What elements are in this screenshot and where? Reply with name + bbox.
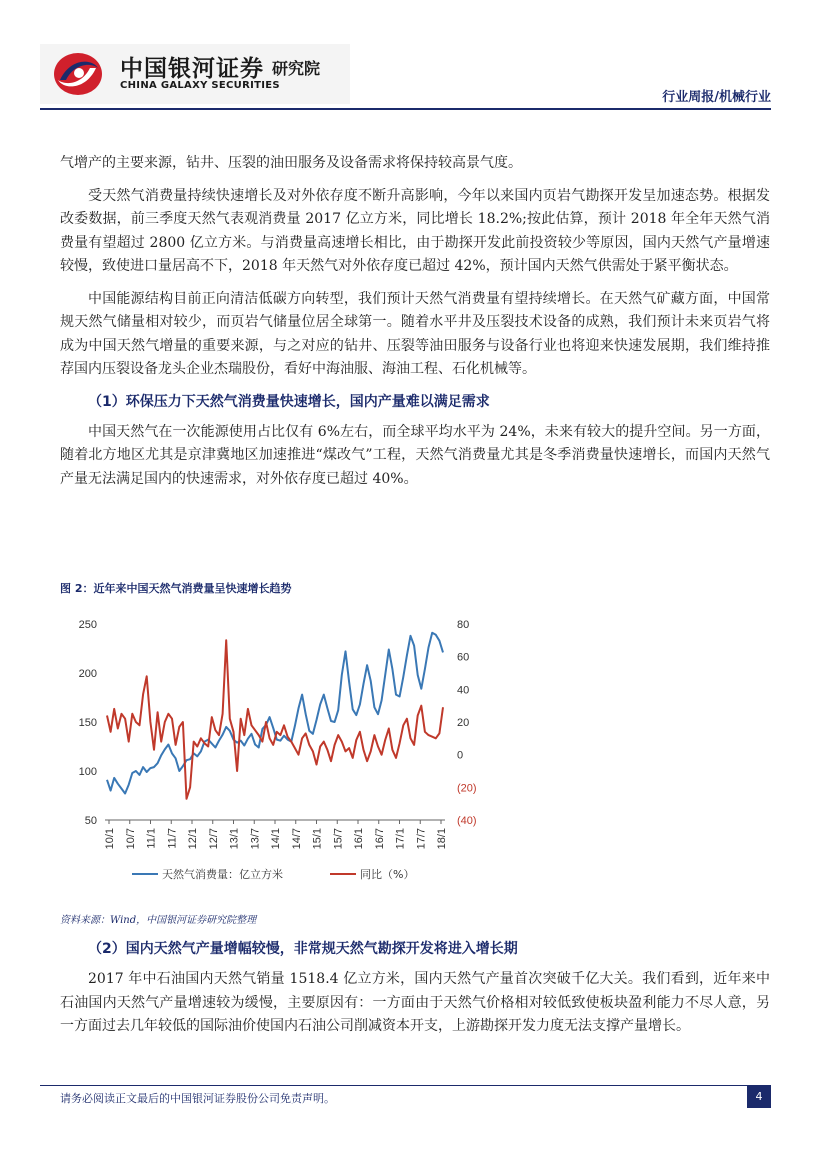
legend-label-yoy: 同比（%） [360, 868, 415, 881]
y-right-tick-label: 80 [457, 619, 470, 631]
paragraph-3: 中国能源结构目前正向清洁低碳方向转型，我们预计天然气消费量有望持续增长。在天然气矿藏方面，中国常规天然气储量相对较少，而页岩气储量位居全球第一。随着水平井及压裂技术设备的成熟，我们预计未来页岩气将成为中国天然气增量的重要来源，与之对应的钻井、压裂等油田服务与设备行业也将迎来快速发展期，我们维持推荐国内压裂设备龙头企业杰瑞股份，看好中海油服、海油工程、石化机械等。 [60, 290, 770, 377]
footer-divider [40, 1085, 771, 1086]
paragraph-1: 气增产的主要来源，钻井、压裂的油田服务及设备需求将保持较高景气度。 [60, 155, 522, 171]
x-tick-label: 15/1 [311, 828, 324, 850]
x-tick-label: 13/7 [249, 828, 262, 850]
page-number: 4 [747, 1086, 771, 1108]
x-tick-label: 10/7 [124, 828, 137, 850]
x-tick-label: 12/7 [207, 828, 220, 850]
x-tick-label: 17/7 [415, 828, 428, 850]
logo-suffix: 研究院 [272, 59, 321, 78]
y-left-tick-label: 100 [78, 766, 97, 778]
x-tick-label: 11/7 [166, 828, 179, 849]
gas-consumption-chart [60, 612, 477, 892]
heading-2-number: （2） [88, 941, 126, 957]
paragraph-4: 中国天然气在一次能源使用占比仅有 6%左右，而全球平均水平为 24%，未来有较大的提升空间。另一方面，随着北方地区尤其是京津冀地区加速推进“煤改气”工程，天然气消费量尤其是冬季消费量快速增长，而国内天然气产量无法满足国内的快速需求，对外依存度已超过 40%。 [60, 423, 770, 487]
y-right-tick-label: 60 [457, 651, 470, 664]
x-tick-label: 15/7 [332, 828, 345, 850]
series-line-yoy [107, 640, 443, 799]
legend-label-consumption: 天然气消费量：亿立方米 [162, 868, 283, 881]
y-right-tick-label: 40 [457, 684, 470, 697]
x-tick-label: 14/7 [290, 828, 303, 850]
header-divider [40, 108, 771, 110]
x-tick-label: 17/1 [394, 828, 407, 850]
body-upper [60, 152, 770, 500]
y-left-tick-label: 50 [84, 815, 97, 827]
y-right-tick-label: 0 [457, 749, 464, 762]
heading-2-text: 国内天然气产量增幅较慢，非常规天然气勘探开发将进入增长期 [125, 941, 518, 957]
y-left-tick-label: 250 [78, 619, 97, 631]
x-tick-label: 12/1 [187, 828, 199, 850]
paragraph-5: 2017 年中石油国内天然气销量 1518.4 亿立方米，国内天然气产量首次突破千亿大关。我们看到，近年来中石油国内天然气产量增速较为缓慢，主要原因有：一方面由于天然气价格相对较低致使板块盈利能力不尽人意，另一方面过去几年较低的国际油价使国内石油公司削减资本开支，上游勘探开发力度无法支撑产量增长。 [60, 971, 770, 1034]
galaxy-logo-icon [52, 50, 104, 98]
figure-title: 图 2：近年来中国天然气消费量呈快速增长趋势 [60, 582, 292, 595]
company-logo [40, 44, 350, 104]
heading-1-text: 环保压力下天然气消费量快速增长，国内产量难以满足需求 [125, 393, 490, 410]
heading-1-number: （1） [88, 393, 126, 410]
logo-chinese-name: 中国银河证券 [120, 56, 264, 82]
x-tick-label: 16/7 [373, 828, 386, 850]
body-lower [60, 936, 770, 1048]
x-tick-label: 13/1 [228, 828, 241, 850]
x-tick-label: 16/1 [353, 828, 365, 850]
paragraph-2: 受天然气消费量持续快速增长及对外依存度不断升高影响，今年以来国内页岩气勘探开发呈加速态势。根据发改委数据，前三季度天然气表观消费量 2017 亿立方米，同比增长 18.2%;按此估算，预计 2018 年全年天然气消费量有望超过 2800 亿立方米。与消费量高速增长相比，由于勘探开发此前投资较少等原因，国内天然气产量增速较慢，致使进口量居高不下，2018 年天然气对外依存度已超过 42%，预计国内天然气供需处于紧平衡状态。 [60, 187, 770, 274]
report-category: 行业周报/机械行业 [662, 90, 771, 105]
y-right-tick-label: 20 [457, 717, 470, 729]
y-left-tick-label: 150 [78, 717, 97, 729]
figure-source: 资料来源：Wind，中国银河证券研究院整理 [60, 915, 257, 926]
footer-disclaimer: 请务必阅读正文最后的中国银河证券股份公司免责声明。 [60, 1092, 335, 1105]
x-tick-label: 18/1 [436, 828, 448, 850]
logo-english-name: CHINA GALAXY SECURITIES [120, 80, 280, 91]
y-right-tick-label: (20) [457, 782, 477, 795]
x-tick-label: 14/1 [270, 828, 282, 850]
x-tick-label: 10/1 [104, 828, 116, 850]
y-right-tick-label: (40) [457, 815, 477, 827]
section-heading-1 [60, 391, 770, 411]
section-heading-2 [60, 938, 770, 958]
y-left-tick-label: 200 [78, 668, 97, 680]
x-tick-label: 11/1 [145, 828, 158, 849]
